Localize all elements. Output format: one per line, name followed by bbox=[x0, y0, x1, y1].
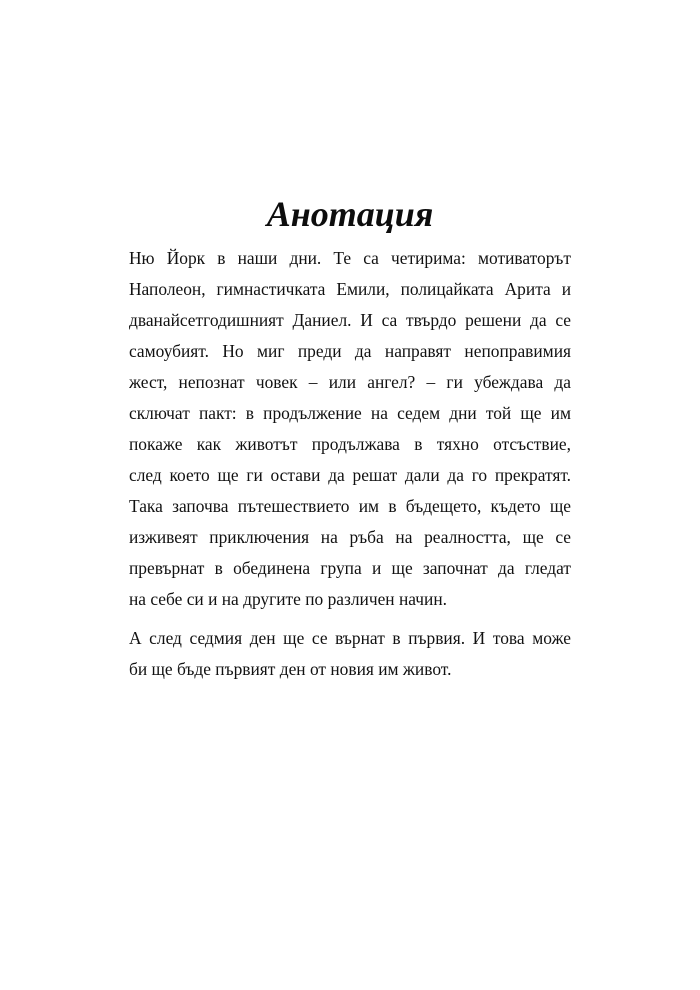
paragraph-2 bbox=[129, 623, 571, 685]
text-line: на себе си и на другите по различен начин. bbox=[129, 589, 447, 609]
text-line: самоубият. Но миг преди да направят непоправимия bbox=[129, 341, 571, 361]
page-title: Анотация bbox=[266, 194, 434, 234]
text-line: би ще бъде първият ден от новия им живот. bbox=[129, 659, 452, 679]
annotation-body bbox=[129, 243, 571, 685]
text-line: след което ще ги остави да решат дали да го прекратят. bbox=[129, 465, 571, 485]
text-line: А след седмия ден ще се върнат в първия. И това може bbox=[129, 628, 571, 648]
text-line: жест, непознат човек – или ангел? – ги убеждава да bbox=[129, 372, 571, 392]
text-line: Ню Йорк в наши дни. Те са четирима: мотиваторът bbox=[129, 248, 571, 268]
text-line: Наполеон, гимнастичката Емили, полицайката Арита и bbox=[129, 279, 571, 299]
text-line: превърнат в обединена група и ще започнат да гледат bbox=[129, 558, 571, 578]
text-line: изживеят приключения на ръба на реалността, ще се bbox=[129, 527, 571, 547]
paragraph-1 bbox=[129, 243, 571, 615]
text-line: дванайсетгодишният Даниел. И са твърдо решени да се bbox=[129, 310, 571, 330]
text-line: сключат пакт: в продължение на седем дни той ще им bbox=[129, 403, 571, 423]
text-line: покаже как животът продължава в тяхно отсъствие, bbox=[129, 434, 571, 454]
text-line: Така започва пътешествието им в бъдещето, където ще bbox=[129, 496, 571, 516]
